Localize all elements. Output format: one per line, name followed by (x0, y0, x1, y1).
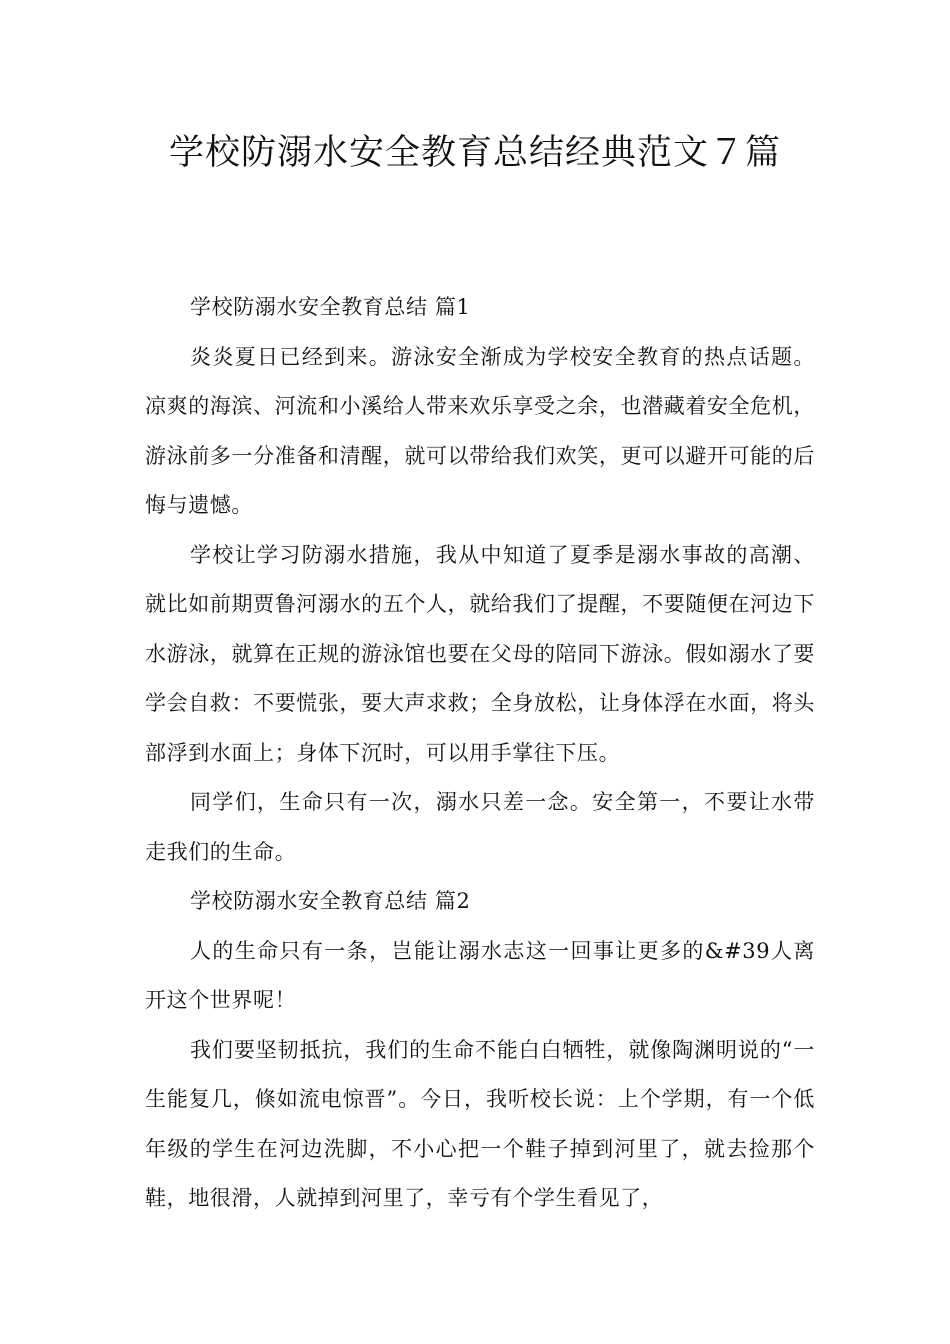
paragraph: 人的生命只有一条，岂能让溺水志这一回事让更多的&#39人离开这个世界呢！ (145, 938, 815, 1012)
paragraph: 炎炎夏日已经到来。游泳安全渐成为学校安全教育的热点话题。凉爽的海滨、河流和小溪给人带来欢乐享受之余，也潜藏着安全危机，游泳前多一分准备和清醒，就可以带给我们欢笑，更可以避开可能的后悔与遗憾。 (145, 344, 815, 517)
paragraph: 学校让学习防溺水措施，我从中知道了夏季是溺水事故的高潮、就比如前期贾鲁河溺水的五个人，就给我们了提醒，不要随便在河边下水游泳，就算在正规的游泳馆也要在父母的陪同下游泳。假如溺水了要学会自救：不要慌张，要大声求救；全身放松，让身体浮在水面，将头部浮到水面上；身体下沉时，可以用手掌往下压。 (145, 542, 815, 765)
paragraph: 我们要坚韧抵抗，我们的生命不能白白牺牲，就像陶渊明说的“一生能复几，倏如流电惊晋”。今日，我听校长说：上个学期，有一个低年级的学生在河边洗脚，不小心把一个鞋子掉到河里了，就去捡那个鞋，地很滑，人就掉到河里了，幸亏有个学生看见了， (145, 1037, 815, 1210)
paragraph: 同学们，生命只有一次，溺水只差一念。安全第一，不要让水带走我们的生命。 (145, 790, 815, 864)
section-heading-1: 学校防溺水安全教育总结 篇1 (190, 295, 471, 319)
section-heading-2: 学校防溺水安全教育总结 篇2 (190, 889, 471, 913)
page-title: 学校防溺水安全教育总结经典范文７篇 (168, 133, 781, 173)
document-body (145, 283, 815, 1224)
